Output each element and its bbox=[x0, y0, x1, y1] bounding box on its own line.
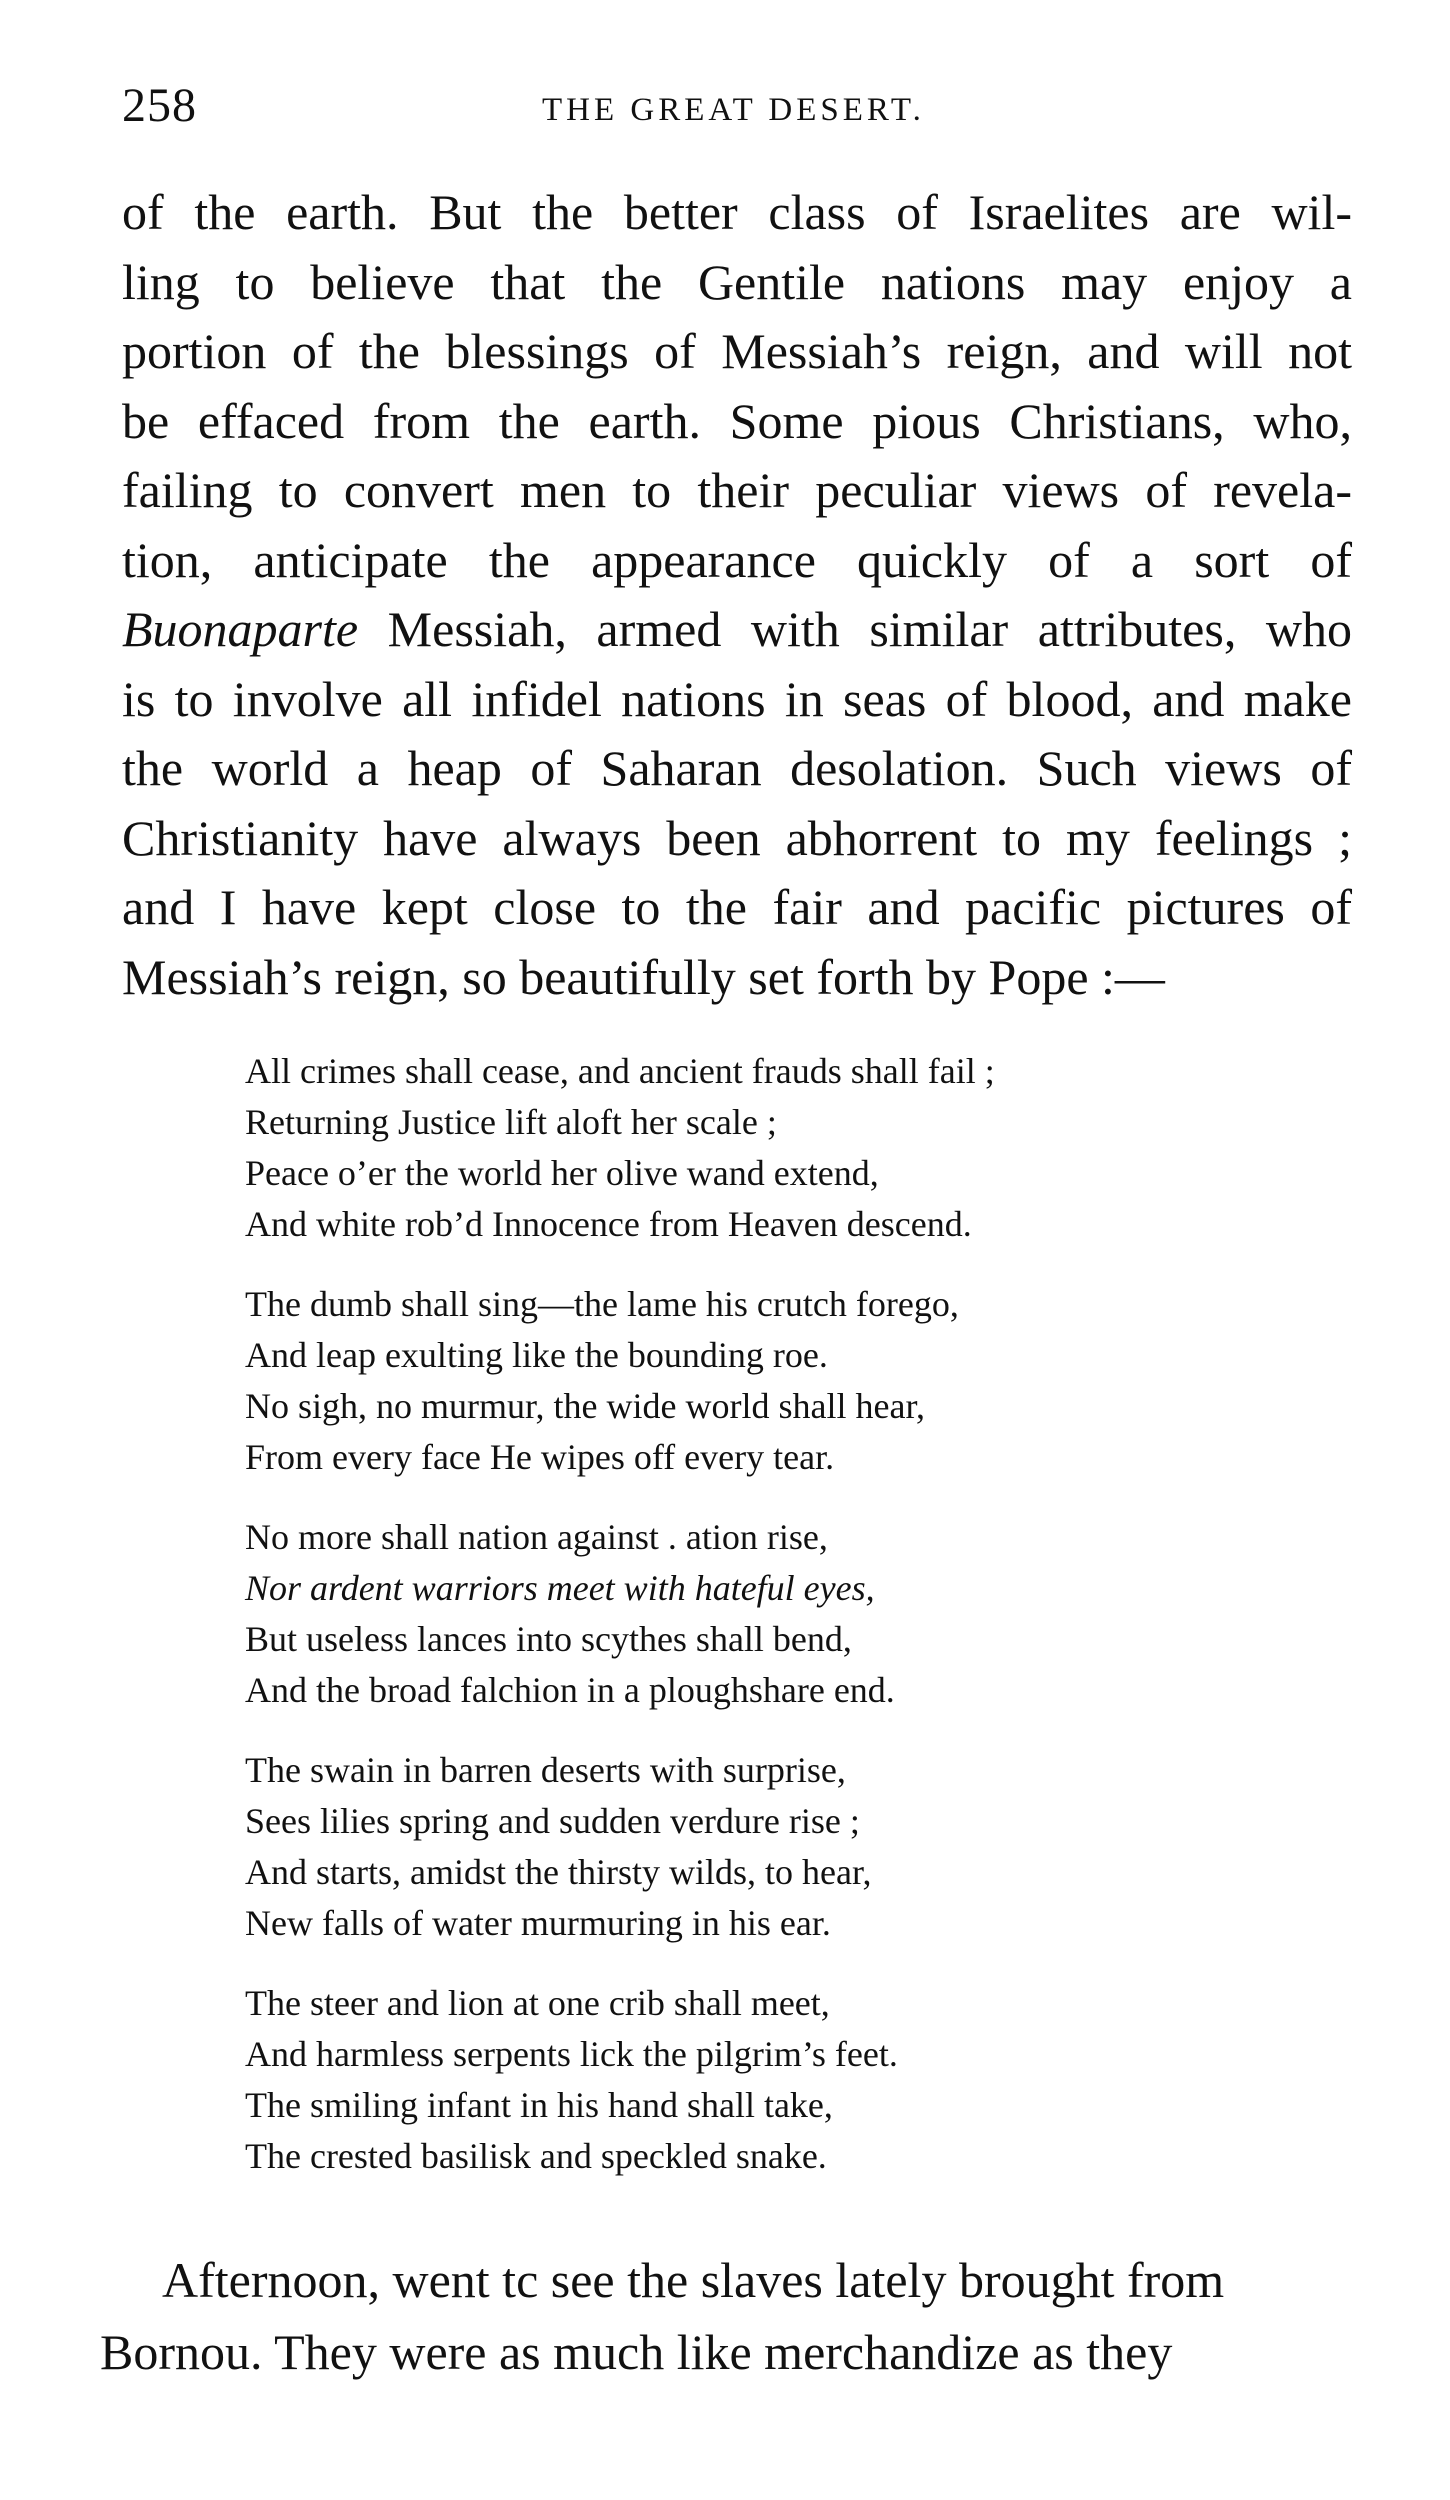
poem-stanza bbox=[245, 1745, 1225, 1949]
verse-line: Peace o’er the world her olive wand extend, bbox=[245, 1153, 879, 1193]
prose-line: of the earth. But the better class of Israelites are wil- bbox=[122, 184, 1352, 240]
prose-line: Messiah’s reign, so beautifully set forth by Pope :— bbox=[122, 948, 1165, 1005]
verse-line: The steer and lion at one crib shall meet, bbox=[245, 1983, 830, 2023]
prose-line: Christianity have always been abhorrent to my feelings ; bbox=[122, 809, 1352, 866]
verse-line: All crimes shall cease, and ancient frauds shall fail ; bbox=[245, 1051, 995, 1091]
verse-line: The smiling infant in his hand shall take, bbox=[245, 2085, 833, 2125]
verse-line bbox=[245, 1563, 1225, 1614]
prose-line: be effaced from the earth. Some pious Christians, who, bbox=[122, 392, 1352, 449]
poem-stanza bbox=[245, 1279, 1225, 1483]
poem-stanza bbox=[245, 1046, 1225, 1250]
verse-line: And harmless serpents lick the pilgrim’s feet. bbox=[245, 2034, 898, 2074]
verse-line: The crested basilisk and speckled snake. bbox=[245, 2136, 827, 2176]
poem-stanza bbox=[245, 1512, 1225, 1716]
verse-line: The swain in barren deserts with surprise, bbox=[245, 1750, 846, 1790]
verse-line: No sigh, no murmur, the wide world shall hear, bbox=[245, 1386, 925, 1426]
verse-line: And white rob’d Innocence from Heaven descend. bbox=[245, 1204, 972, 1244]
poem-stanza bbox=[245, 1978, 1225, 2182]
prose-line: tion, anticipate the appearance quickly of a sort of bbox=[122, 531, 1352, 588]
prose-line: portion of the blessings of Messiah’s reign, and will not bbox=[122, 323, 1352, 379]
italic-name: Buonaparte bbox=[122, 601, 359, 657]
verse-line: The dumb shall sing—the lame his crutch forego, bbox=[245, 1284, 959, 1324]
prose-line: is to involve all infidel nations in seas of blood, and make bbox=[122, 670, 1352, 727]
prose-line: Afternoon, went tc see the slaves lately brought from bbox=[162, 2252, 1225, 2308]
prose-line: and I have kept close to the fair and pacific pictures of bbox=[122, 879, 1352, 935]
closing-paragraph bbox=[100, 2244, 1340, 2388]
prose-line: failing to convert men to their peculiar views of revela- bbox=[122, 462, 1352, 518]
poem-quotation bbox=[245, 1046, 1225, 2211]
prose-line bbox=[122, 595, 1352, 665]
verse-line: And leap exulting like the bounding roe. bbox=[245, 1335, 828, 1375]
page-number: 258 bbox=[122, 79, 197, 132]
verse-line: Returning Justice lift aloft her scale ; bbox=[245, 1102, 777, 1142]
verse-line: No more shall nation against . ation rise, bbox=[245, 1517, 828, 1557]
italic-verse: Nor ardent warriors meet with hateful eyes, bbox=[245, 1568, 875, 1608]
page-header bbox=[122, 78, 1362, 138]
verse-line: And the broad falchion in a ploughshare end. bbox=[245, 1670, 895, 1710]
verse-line: Sees lilies spring and sudden verdure rise ; bbox=[245, 1801, 860, 1841]
prose-line: the world a heap of Saharan desolation. Such views of bbox=[122, 740, 1352, 796]
verse-line: But useless lances into scythes shall bend, bbox=[245, 1619, 852, 1659]
verse-line: New falls of water murmuring in his ear. bbox=[245, 1903, 831, 1943]
prose-line-rest: Messiah, armed with similar attributes, who bbox=[387, 601, 1353, 657]
prose-line: ling to believe that the Gentile nations may enjoy a bbox=[122, 253, 1352, 310]
prose-line: Bornou. They were as much like merchandize as they bbox=[100, 2324, 1173, 2380]
body-paragraph bbox=[122, 178, 1352, 1012]
verse-line: And starts, amidst the thirsty wilds, to hear, bbox=[245, 1852, 872, 1892]
verse-line: From every face He wipes off every tear. bbox=[245, 1437, 835, 1477]
running-head: THE GREAT DESERT. bbox=[542, 92, 925, 128]
